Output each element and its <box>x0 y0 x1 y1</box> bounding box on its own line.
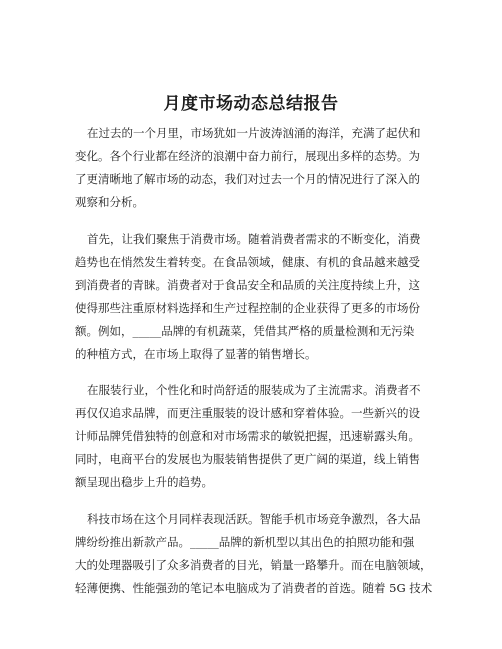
document-title: 月度市场动态总结报告 <box>163 94 339 114</box>
paragraph-1-line-2: 变化。各个行业都在经济的浪潮中奋力前行，展现出多样的态势。为 <box>75 149 420 163</box>
paragraph-1-line-3: 了更清晰地了解市场的动态，我们对过去一个月的情况进行了深入的 <box>75 172 420 186</box>
paragraph-4-line-4: 轻薄便携、性能强劲的笔记本电脑成为了消费者的首选。随着 5G 技术 <box>75 581 433 595</box>
paragraph-3-line-5: 额呈现出稳步上升的趋势。 <box>75 475 213 489</box>
paragraph-1-line-1: 在过去的一个月里，市场犹如一片波涛汹涌的海洋，充满了起伏和 <box>87 126 421 140</box>
paragraph-3-line-2: 再仅仅追求品牌，而更注重服装的设计感和穿着体验。一些新兴的设 <box>75 406 420 420</box>
paragraph-4-line-3: 大的处理器吸引了众多消费者的目光，销量一路攀升。而在电脑领域， <box>75 558 432 572</box>
paragraph-4-line-2: 牌纷纷推出新款产品。_____品牌的新机型以其出色的拍照功能和强 <box>75 535 415 549</box>
paragraph-2-line-6: 的种植方式，在市场上取得了显著的销售增长。 <box>75 347 317 361</box>
paragraph-4-line-1: 科技市场在这个月同样表现活跃。智能手机市场竞争激烈，各大品 <box>87 512 421 526</box>
paragraph-2-line-3: 到消费者的青睐。消费者对于食品安全和品质的关注度持续上升，这 <box>75 278 420 292</box>
paragraph-1-line-4: 观察和分析。 <box>75 195 144 209</box>
paragraph-3-line-4: 同时，电商平台的发展也为服装销售提供了更广阔的渠道，线上销售 <box>75 452 420 466</box>
paragraph-2-line-1: 首先，让我们聚焦于消费市场。随着消费者需求的不断变化，消费 <box>87 232 421 246</box>
paragraph-3-line-1: 在服装行业，个性化和时尚舒适的服装成为了主流需求。消费者不 <box>87 383 421 397</box>
paragraph-2-line-5: 额。例如，_____品牌的有机蔬菜，凭借其严格的质量检测和无污染 <box>75 324 415 338</box>
paragraph-2-line-4: 使得那些注重原材料选择和生产过程控制的企业获得了更多的市场份 <box>75 301 420 315</box>
paragraph-2-line-2: 趋势也在悄然发生着转变。在食品领域，健康、有机的食品越来越受 <box>75 255 420 269</box>
paragraph-3-line-3: 计师品牌凭借独特的创意和对市场需求的敏锐把握，迅速崭露头角。 <box>75 429 420 443</box>
